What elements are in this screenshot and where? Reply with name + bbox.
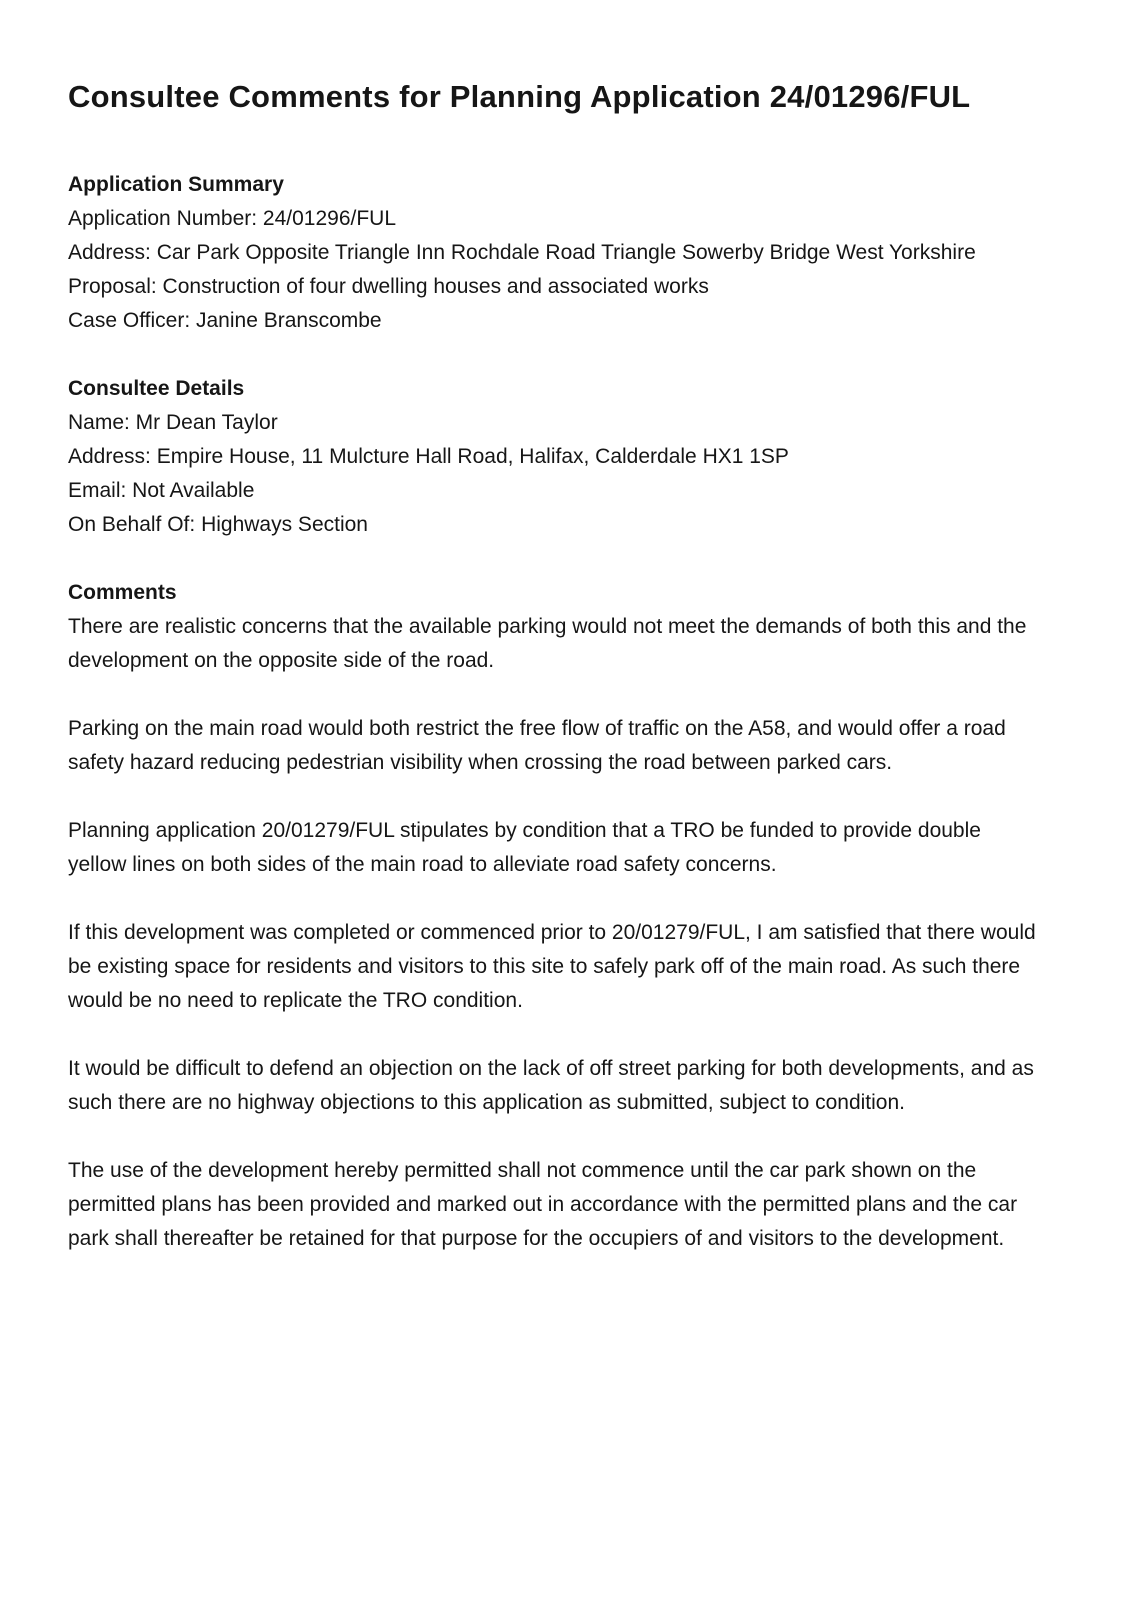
document-content <box>68 168 1043 1256</box>
consultee-details-section <box>68 372 1043 542</box>
application-summary-heading: Application Summary <box>68 173 284 196</box>
application-summary-section <box>68 168 1043 338</box>
case-officer-line: Case Officer: Janine Branscombe <box>68 309 382 332</box>
consultee-details-heading: Consultee Details <box>68 377 245 400</box>
consultee-name-line: Name: Mr Dean Taylor <box>68 411 278 434</box>
comment-paragraph-3: Planning application 20/01279/FUL stipulates by condition that a TRO be funded to provide double yellow lines on both sides of the main road to alleviate road safety concerns. <box>68 819 981 876</box>
comment-paragraph-2: Parking on the main road would both restrict the free flow of traffic on the A58, and would offer a road safety hazard reducing pedestrian visibility when crossing the road between parked cars. <box>68 717 1006 774</box>
comments-section <box>68 576 1043 1256</box>
consultee-on-behalf-of-line: On Behalf Of: Highways Section <box>68 513 368 536</box>
consultee-address-line: Address: Empire House, 11 Mulcture Hall Road, Halifax, Calderdale HX1 1SP <box>68 445 789 468</box>
application-number-line: Application Number: 24/01296/FUL <box>68 207 397 230</box>
application-address-line: Address: Car Park Opposite Triangle Inn Rochdale Road Triangle Sowerby Bridge West Yorkshire <box>68 241 976 264</box>
comment-paragraph-1: There are realistic concerns that the available parking would not meet the demands of both this and the development on the opposite side of the road. <box>68 615 1027 672</box>
comment-paragraph-6: The use of the development hereby permitted shall not commence until the car park shown on the permitted plans has been provided and marked out in accordance with the permitted plans and the car park shall thereafter be retained for that purpose for the occupiers of and visitors to the development. <box>68 1159 1018 1250</box>
page-title: Consultee Comments for Planning Application 24/01296/FUL <box>68 79 971 114</box>
comment-paragraph-4: If this development was completed or commenced prior to 20/01279/FUL, I am satisfied that there would be existing space for residents and visitors to this site to safely park off of the main road. As such there would be no need to replicate the TRO condition. <box>68 921 1036 1012</box>
application-proposal-line: Proposal: Construction of four dwelling houses and associated works <box>68 275 709 298</box>
comment-paragraph-5: It would be difficult to defend an objection on the lack of off street parking for both developments, and as such there are no highway objections to this application as submitted, subject to condition. <box>68 1057 1034 1114</box>
consultee-email-line: Email: Not Available <box>68 479 255 502</box>
comments-heading: Comments <box>68 581 177 604</box>
